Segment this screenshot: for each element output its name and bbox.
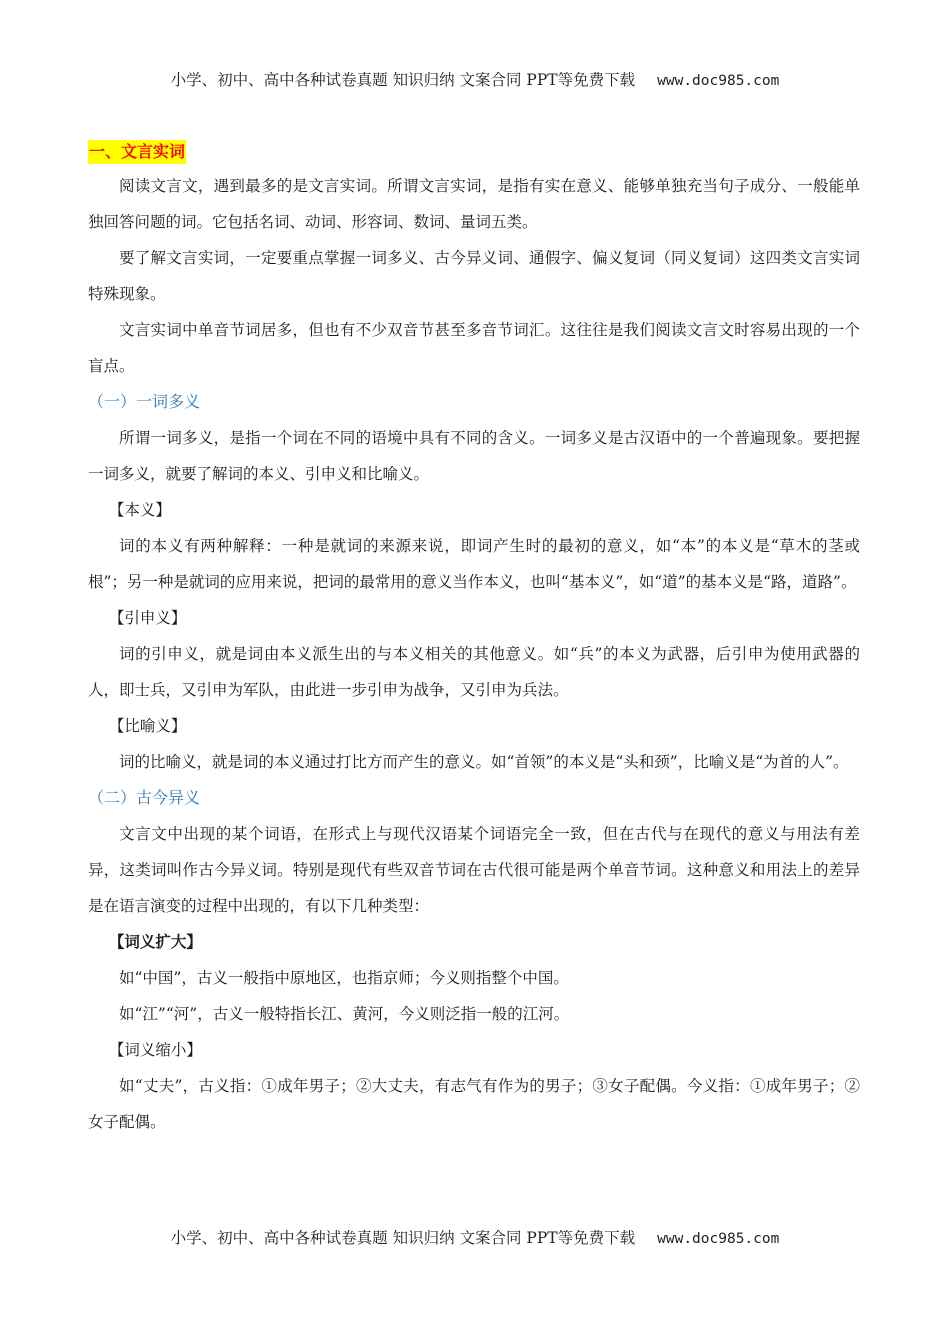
paragraph: 词的本义有两种解释：一种是就词的来源来说，即词产生时的最初的意义，如“本”的本义是“草木的茎或根”；另一种是就词的应用来说，把词的最常用的意义当作本义，也叫“基本义”，如“道”的基本义是“路，道路”。 bbox=[88, 537, 860, 591]
paragraph: 词的比喻义，就是词的本义通过打比方而产生的意义。如“首领”的本义是“头和颈”，比喻义是“为首的人”。 bbox=[119, 753, 849, 771]
page-footer bbox=[0, 1226, 950, 1248]
header-url[interactable]: www.doc985.com bbox=[657, 73, 780, 89]
page-header bbox=[0, 68, 950, 90]
paragraph: 如“江”“河”，古义一般特指长江、黄河，今义则泛指一般的江河。 bbox=[119, 1005, 570, 1023]
label-ciyi-suoxiao: 【词义缩小】 bbox=[108, 1041, 202, 1059]
paragraph: 如“中国”，古义一般指中原地区，也指京师；今义则指整个中国。 bbox=[119, 969, 569, 987]
label-biyuyi: 【比喻义】 bbox=[108, 717, 187, 735]
paragraph: 所谓一词多义，是指一个词在不同的语境中具有不同的含义。一词多义是古汉语中的一个普遍现象。要把握一词多义，就要了解词的本义、引申义和比喻义。 bbox=[88, 429, 860, 483]
label-benyi: 【本义】 bbox=[108, 501, 171, 519]
label-ciyi-kuoda: 【词义扩大】 bbox=[108, 932, 202, 951]
subsection-title-gujin-yiyi: （二）古今异义 bbox=[88, 788, 201, 807]
label-yinshenyi: 【引申义】 bbox=[108, 609, 187, 627]
subsection-title-yici-duoyi: （一）一词多义 bbox=[88, 392, 201, 411]
header-text: 小学、初中、高中各种试卷真题 知识归纳 文案合同 PPT等免费下载 bbox=[170, 71, 636, 89]
paragraph: 文言文中出现的某个词语，在形式上与现代汉语某个词语完全一致，但在古代与在现代的意义与用法有差异，这类词叫作古今异义词。特别是现代有些双音节词在古代很可能是两个单音节词。这种意义和用法上的差异是在语言演变的过程中出现的，有以下几种类型： bbox=[88, 825, 860, 915]
paragraph: 词的引申义，就是词由本义派生出的与本义相关的其他意义。如“兵”的本义为武器，后引申为使用武器的人，即士兵，又引申为军队，由此进一步引申为战争，又引申为兵法。 bbox=[88, 645, 860, 699]
document-body bbox=[88, 140, 860, 1140]
footer-url[interactable]: www.doc985.com bbox=[657, 1231, 780, 1247]
paragraph: 如“丈夫”，古义指：①成年男子；②大丈夫，有志气有作为的男子；③女子配偶。今义指：①成年男子；②女子配偶。 bbox=[88, 1077, 860, 1131]
paragraph: 阅读文言文，遇到最多的是文言实词。所谓文言实词，是指有实在意义、能够单独充当句子成分、一般能单独回答问题的词。它包括名词、动词、形容词、数词、量词五类。 bbox=[88, 177, 860, 231]
paragraph: 要了解文言实词，一定要重点掌握一词多义、古今异义词、通假字、偏义复词（同义复词）这四类文言实词特殊现象。 bbox=[88, 249, 860, 303]
paragraph: 文言实词中单音节词居多，但也有不少双音节甚至多音节词汇。这往往是我们阅读文言文时容易出现的一个盲点。 bbox=[88, 321, 860, 375]
footer-text: 小学、初中、高中各种试卷真题 知识归纳 文案合同 PPT等免费下载 bbox=[170, 1229, 636, 1247]
section-title-wenyan-shici: 一、文言实词 bbox=[88, 140, 186, 164]
